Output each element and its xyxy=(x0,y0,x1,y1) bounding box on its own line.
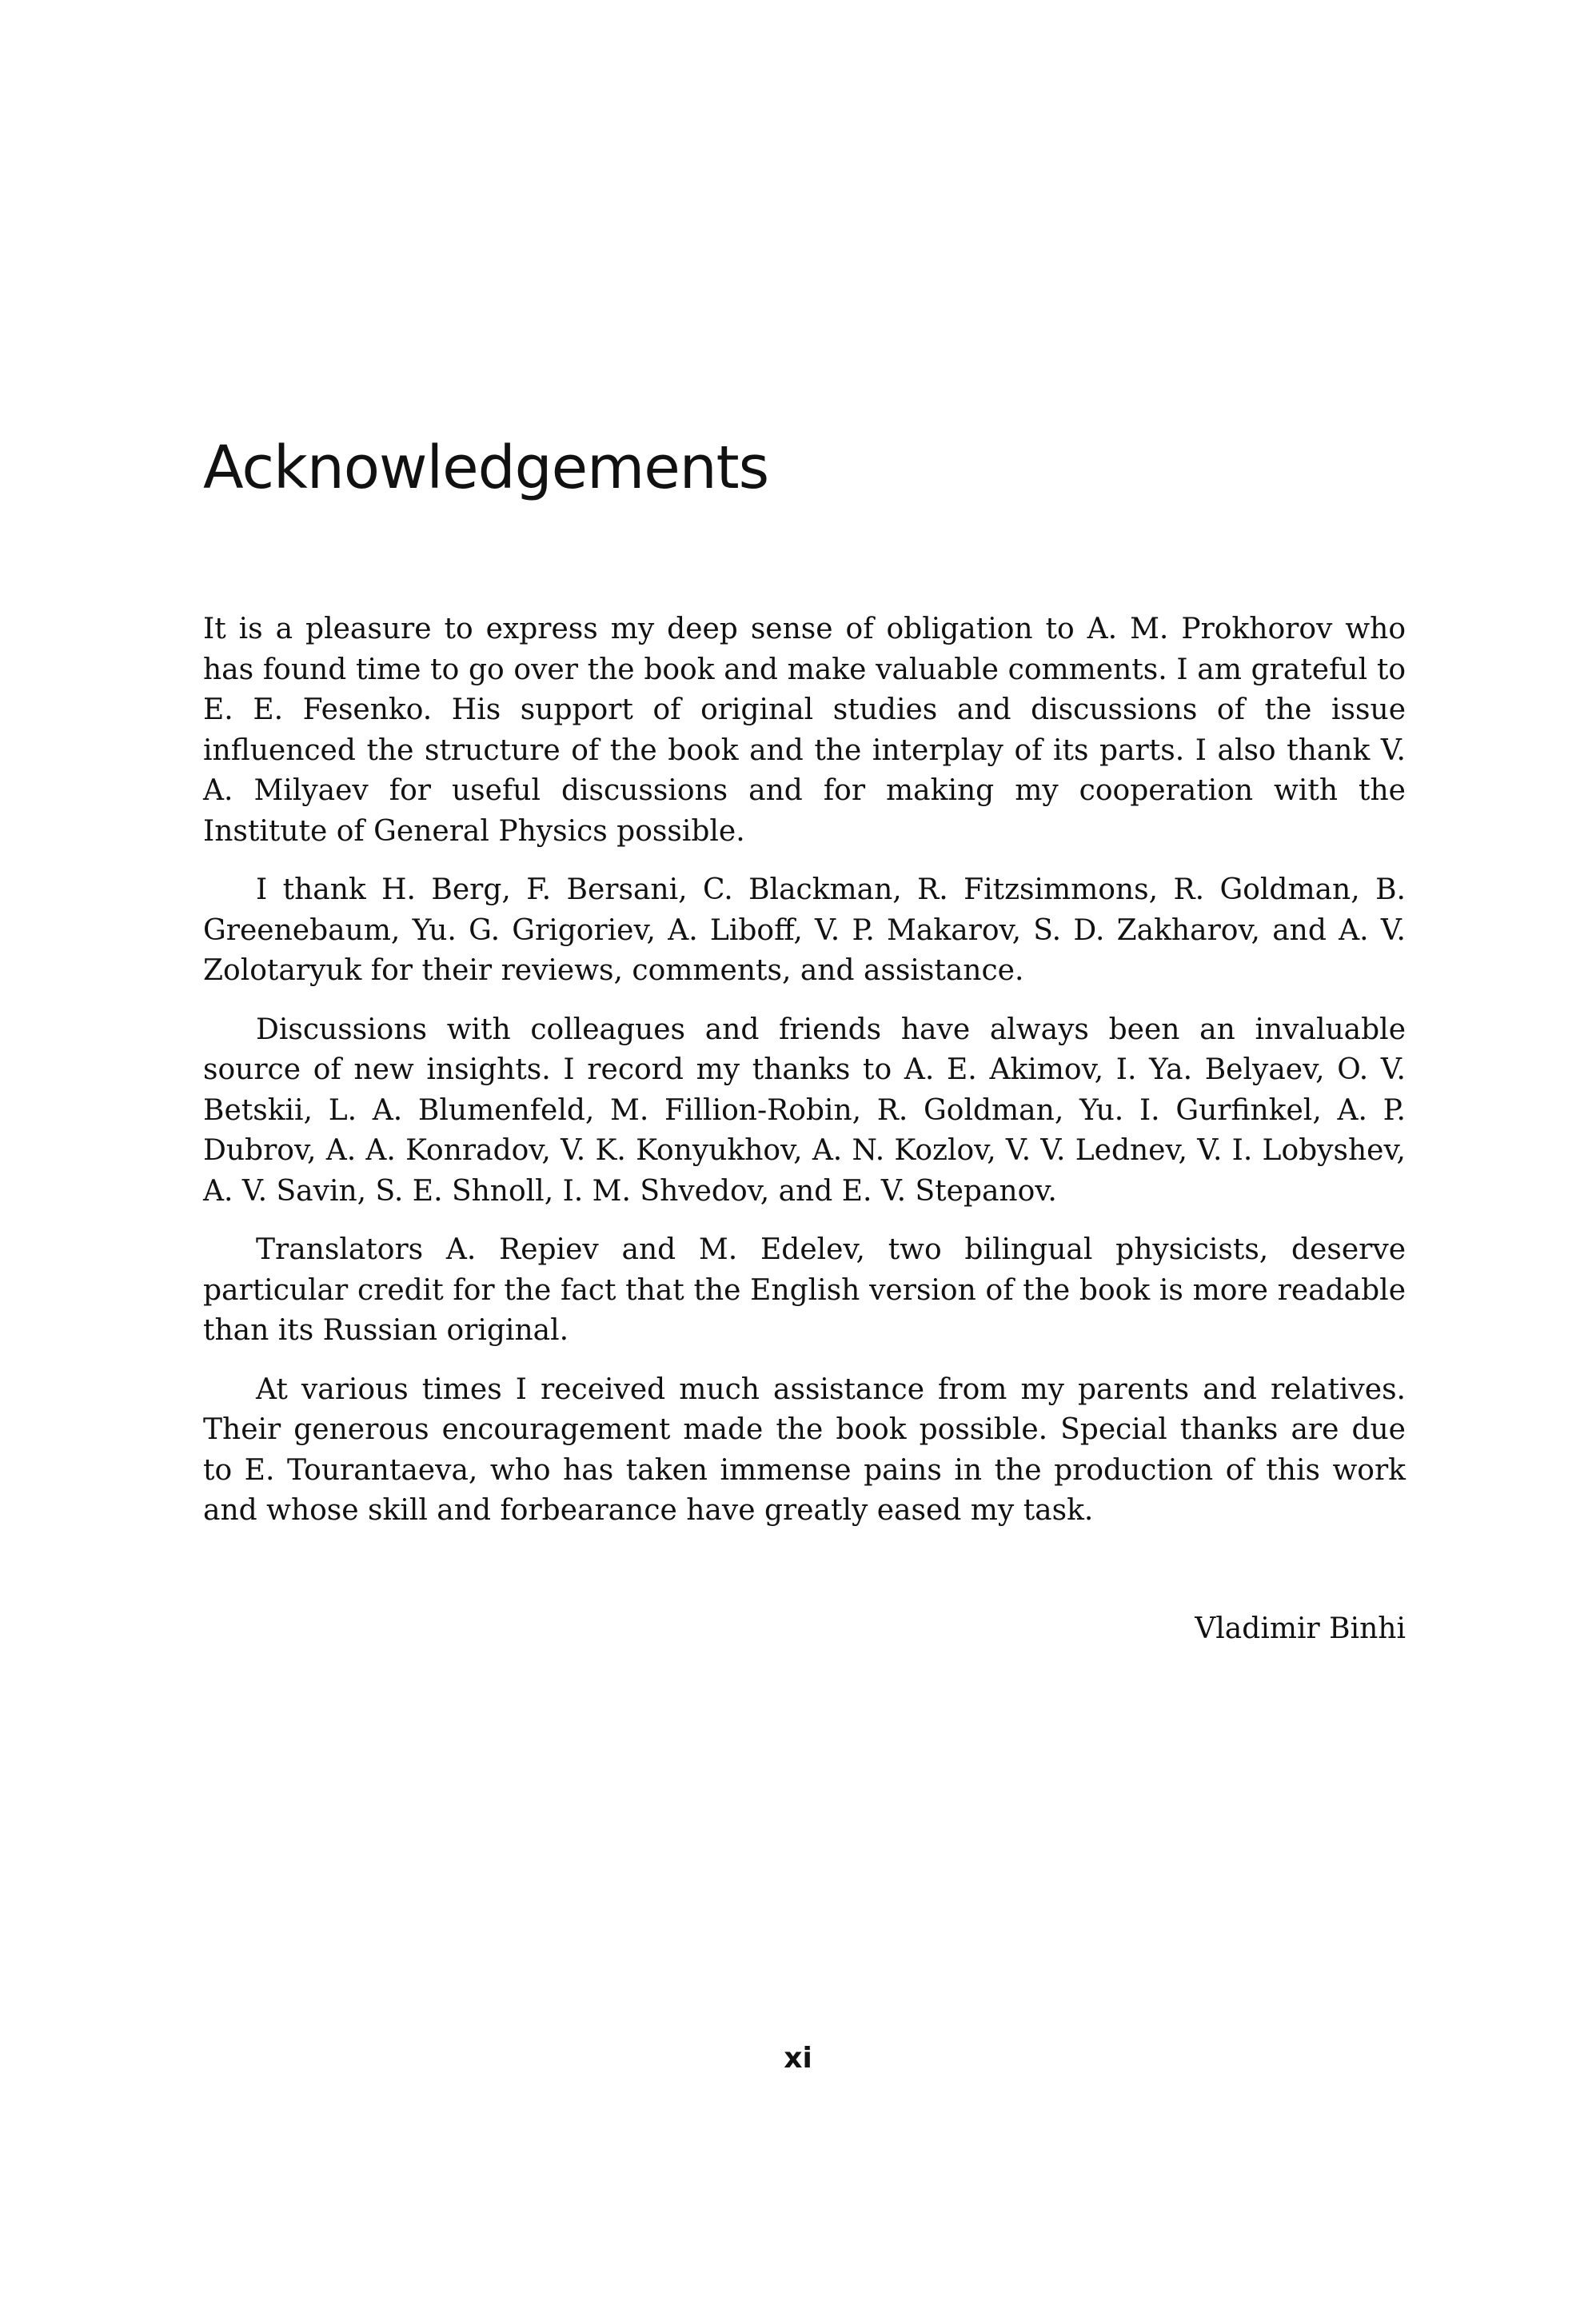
author-signature: Vladimir Binhi xyxy=(1195,1612,1406,1645)
paragraph-1: It is a pleasure to express my deep sense of obligation to A. M. Prokhorov who has found time to go over the book and make valuable comments. I am grateful to E. E. Fesenko. His support of original studies and discussions of the issue influenced the structure of the book and the interplay of its parts. I also thank V. A. Milyaev for useful discussions and for making my cooperation with the Institute of General Physics possible. xyxy=(203,613,1406,848)
paragraph-5: At various times I received much assistance from my parents and relatives. Their generous encouragement made the book possible. Special thanks are due to E. Tourantaeva, who has taken immense pains in the production of this work and whose skill and forbearance have greatly eased my task. xyxy=(203,1372,1406,1527)
page-title: Acknowledgements xyxy=(203,433,769,502)
paragraph-3: Discussions with colleagues and friends have always been an invaluable source of new insights. I record my thanks to A. E. Akimov, I. Ya. Belyaev, O. V. Betskii, L. A. Blumenfeld, M. Fillion-Robin, R. Goldman, Yu. I. Gurfinkel, A. P. Dubrov, A. A. Konradov, V. K. Konyukhov, A. N. Kozlov, V. V. Lednev, V. I. Lobyshev, A. V. Savin, S. E. Shnoll, I. M. Shvedov, and E. V. Stepanov. xyxy=(203,1013,1406,1208)
acknowledgements-body xyxy=(203,609,1406,1550)
page-number: xi xyxy=(784,2042,812,2075)
paragraph-4: Translators A. Repiev and M. Edelev, two bilingual physicists, deserve particular credit for the fact that the English version of the book is more readable than its Russian original. xyxy=(203,1233,1406,1347)
paragraph-2: I thank H. Berg, F. Bersani, C. Blackman, R. Fitzsimmons, R. Goldman, B. Greenebaum, Yu. G. Grigoriev, A. Liboff, V. P. Makarov, S. D. Zakharov, and A. V. Zolotaryuk for their reviews, comments, and assistance. xyxy=(203,873,1406,987)
